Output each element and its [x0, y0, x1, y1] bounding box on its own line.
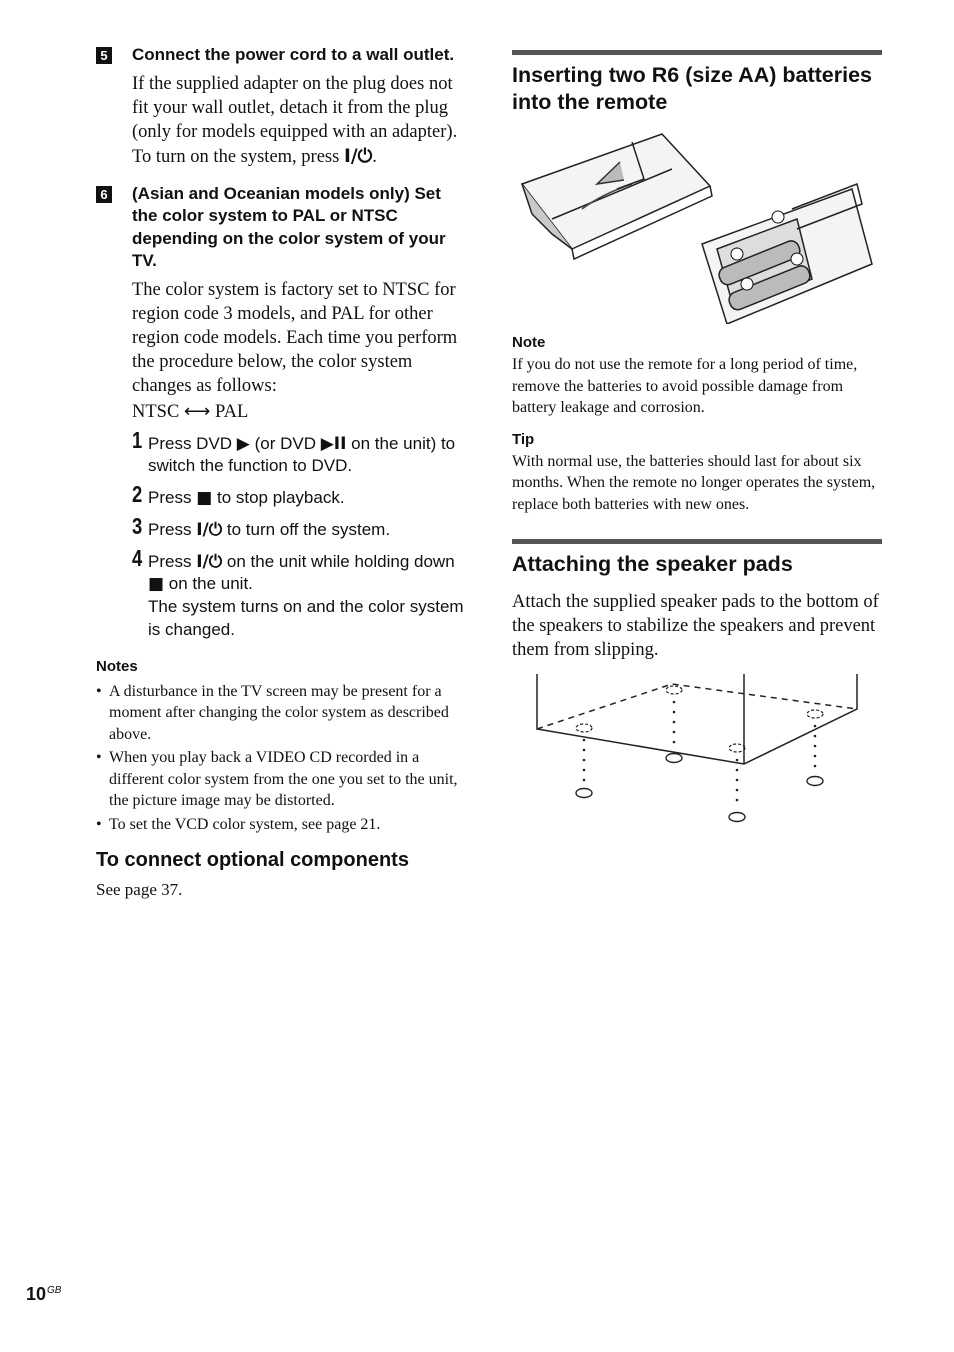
step-5-para-a: If the supplied adapter on the plug does not fit your wall outlet, detach it from the plug (only for models equipped with an adapter).: [132, 73, 458, 142]
notes-heading: Notes: [96, 657, 138, 675]
optional-components-text: See page 37.: [96, 880, 183, 900]
step-6-heading-text: (Asian and Oceanian models only) Set the color system to PAL or NTSC depending on the color system of your TV.: [132, 183, 446, 270]
speaker-pads-title: Attaching the speaker pads: [512, 552, 793, 576]
step-6-heading: [96, 183, 471, 273]
left-column: [96, 44, 471, 902]
substep-1-number: 1: [132, 426, 143, 453]
substep-1-mid: (or DVD: [249, 433, 321, 453]
substep-1-pre: Press DVD: [148, 433, 237, 453]
optional-components-heading: To connect optional components: [96, 849, 409, 872]
batteries-title: Inserting two R6 (size AA) batteries into the remote: [512, 63, 872, 114]
substep-2-pre: Press: [148, 488, 197, 508]
substep-4-pre: Press: [148, 551, 197, 571]
step-5-para-b-post: .: [372, 146, 377, 167]
note-item: • To set the VCD color system, see page 21.: [96, 814, 471, 836]
substep-1: [96, 426, 471, 479]
substep-2-post: to stop playback.: [212, 488, 345, 508]
step-5-para-b-pre: To turn on the system, press: [132, 146, 344, 167]
step-5-number: 5: [96, 47, 112, 64]
step-6-paragraph: The color system is factory set to NTSC for region code 3 models, and PAL for other region code models. Each time you perform the procedure below, the color system changes as follows:: [132, 279, 458, 396]
speaker-pads-illustration: [512, 674, 882, 834]
section-divider: [512, 50, 882, 55]
substep-2-number: 2: [132, 481, 143, 508]
substep-4-number: 4: [132, 544, 143, 571]
substep-1-post: on the unit) to switch the function to DVD.: [148, 433, 456, 476]
power-icon: I/⏻: [196, 519, 223, 540]
right-column: [512, 50, 882, 834]
note-item: • When you play back a VIDEO CD recorded in a different color system from the one you set to the unit, the picture image may be distorted.: [96, 747, 471, 812]
substep-3-post: to turn off the system.: [222, 519, 391, 539]
step-6-number: 6: [96, 186, 112, 203]
substep-4-result: The system turns on and the color system is changed.: [148, 597, 464, 640]
remote-batteries-illustration: [512, 124, 882, 324]
note-item: • A disturbance in the TV screen may be present for a moment after changing the color system as described above.: [96, 681, 471, 746]
substep-4: [96, 544, 471, 642]
notes-list: [96, 681, 471, 836]
step-5-heading-text: Connect the power cord to a wall outlet.: [132, 45, 455, 64]
battery-note-text: If you do not use the remote for a long period of time, remove the batteries to avoid possible damage from battery leakage and corrosion.: [512, 356, 858, 416]
substep-3-pre: Press: [148, 519, 197, 539]
section-divider: [512, 539, 882, 544]
battery-tip-text: With normal use, the batteries should last for about six months. When the remote no longer operates the system, replace both batteries with new ones.: [512, 452, 876, 513]
battery-tip-heading: Tip: [512, 430, 535, 448]
power-icon: I/⏻: [343, 145, 373, 167]
substep-3-number: 3: [132, 512, 143, 539]
play-icon: ▶: [236, 433, 250, 454]
page-number-suffix: GB: [47, 1285, 62, 1296]
stop-icon: ■: [148, 574, 165, 595]
substep-3: [96, 512, 471, 542]
step-5-paragraph: [96, 72, 471, 169]
page-number-value: 10: [26, 1284, 47, 1304]
speaker-pads-text: Attach the supplied speaker pads to the bottom of the speakers to stabilize the speakers and prevent them from slipping.: [512, 592, 879, 660]
stop-icon: ■: [196, 488, 213, 509]
color-cycle: NTSC ⟷ PAL: [132, 401, 249, 422]
step-5-heading: [96, 44, 471, 67]
substep-2: [96, 481, 471, 510]
page-number: [26, 1284, 61, 1305]
play-pause-icon: ▶II: [320, 433, 347, 454]
substep-4-mid: on the unit while holding down: [222, 551, 455, 571]
step-5-para-b: [132, 145, 471, 169]
battery-note-heading: Note: [512, 334, 546, 351]
substep-4-post: on the unit.: [164, 574, 253, 594]
power-icon: I/⏻: [196, 551, 223, 572]
